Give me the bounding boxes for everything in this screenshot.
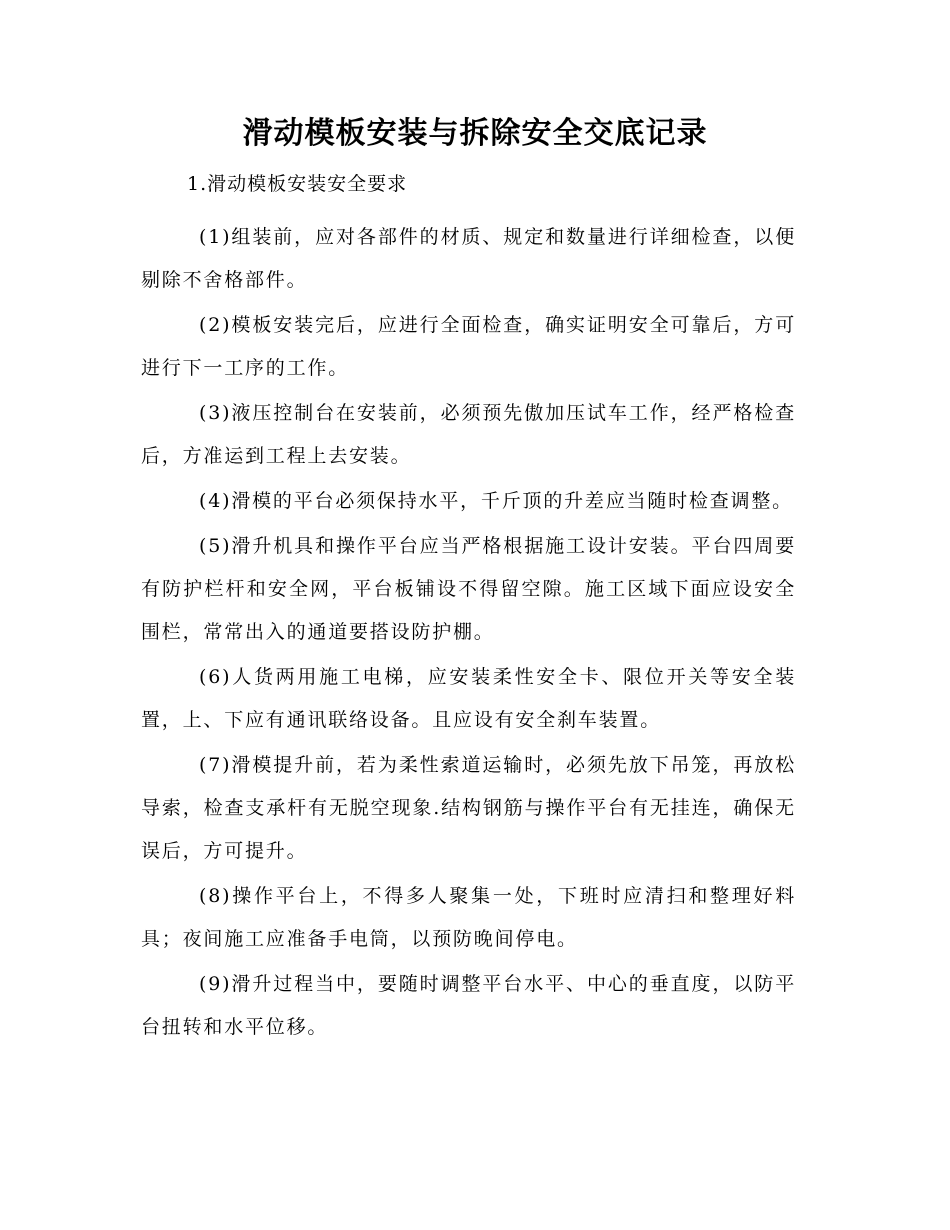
paragraph-2: (2)模板安装完后，应进行全面检查，确实证明安全可靠后，方可进行下一工序的工作。 (141, 314, 796, 379)
paragraph-6: (6)人货两用施工电梯，应安装柔性安全卡、限位开关等安全装置，上、下应有通讯联络设备。且应设有安全刹车装置。 (141, 666, 796, 731)
paragraph-5: (5)滑升机具和操作平台应当严格根据施工设计安装。平台四周要有防护栏杆和安全网，平台板铺设不得留空隙。施工区域下面应设安全围栏，常常出入的通道要搭设防护棚。 (141, 535, 796, 643)
paragraph-4: (4)滑模的平台必须保持水平，千斤顶的升差应当随时检查调整。 (199, 490, 793, 512)
document-body (141, 216, 796, 1051)
paragraph-8: (8)操作平台上，不得多人聚集一处，下班时应清扫和整理好料具；夜间施工应准备手电筒，以预防晚间停电。 (141, 885, 796, 950)
section-heading: 1.滑动模板安装安全要求 (187, 173, 408, 195)
paragraph-3: (3)液压控制台在安装前，必须预先傲加压试车工作，经严格检查后，方准运到工程上去安装。 (141, 402, 796, 467)
paragraph-1: (1)组装前，应对各部件的材质、规定和数量进行详细检查，以便剔除不舍格部件。 (141, 226, 796, 291)
paragraph-9: (9)滑升过程当中，要随时调整平台水平、中心的垂直度，以防平台扭转和水平位移。 (141, 973, 796, 1038)
paragraph-7: (7)滑模提升前，若为柔性索道运输时，必须先放下吊笼，再放松导索，检查支承杆有无脱空现象.结构钢筋与操作平台有无挂连，确保无误后，方可提升。 (141, 754, 796, 862)
document-title: 滑动模板安装与拆除安全交底记录 (242, 116, 708, 151)
